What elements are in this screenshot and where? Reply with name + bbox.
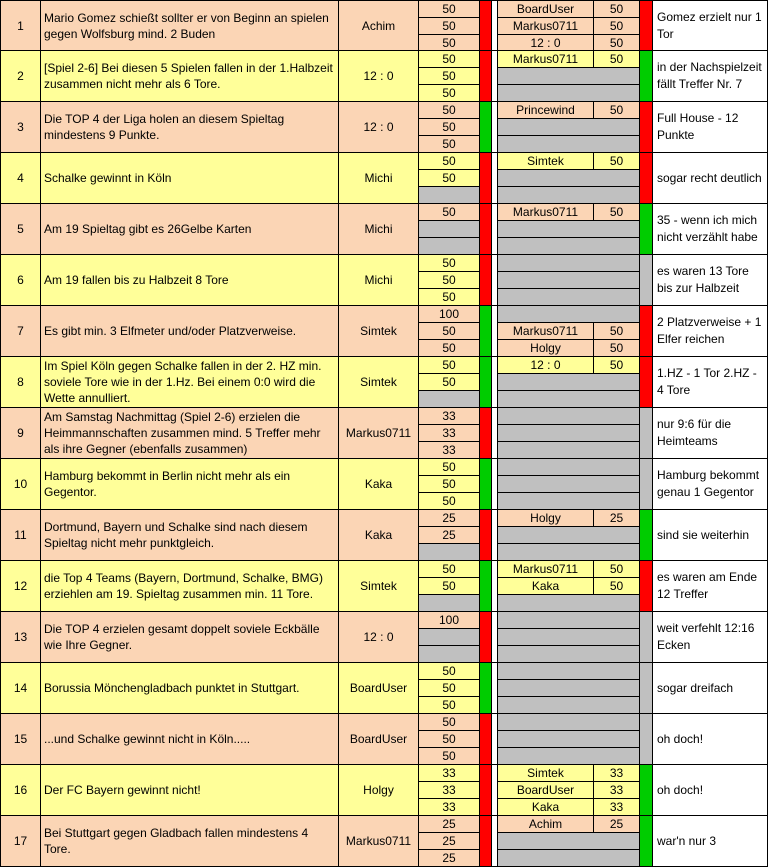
stakes-cell [419, 510, 480, 560]
stake-amount: 50 [419, 170, 479, 187]
stakes-cell [419, 663, 480, 713]
bet-description: Am 19 Spieltag gibt es 26Gelbe Karten [41, 204, 339, 254]
stake-amount [419, 544, 479, 560]
counter-amount: 33 [609, 766, 624, 780]
counter-empty [498, 544, 639, 560]
counter-amount: 25 [609, 511, 624, 525]
result-indicator [480, 408, 492, 458]
bet-number: 5 [0, 204, 41, 254]
counter-empty [498, 493, 639, 509]
stake-amount [419, 629, 479, 646]
bet-number: 8 [0, 357, 41, 407]
counter-bet [498, 799, 639, 815]
result-note: 1.HZ - 1 Tor 2.HZ - 4 Tore [653, 357, 768, 407]
counter-result-indicator [640, 357, 653, 407]
stake-amount: 50 [419, 459, 479, 476]
counter-bet [498, 510, 639, 527]
counter-bettor: Kaka [498, 578, 594, 594]
counter-result-indicator [640, 765, 653, 815]
counter-amount: 25 [609, 817, 624, 831]
bet-description: Schalke gewinnt in Köln [41, 153, 339, 203]
counter-amount: 33 [609, 783, 624, 797]
counter-empty [498, 612, 639, 629]
bet-description: Die TOP 4 erzielen gesamt doppelt soviele Eckbälle wie Ihre Gegner. [41, 612, 339, 662]
table-row [0, 561, 768, 612]
counter-result-indicator [640, 561, 653, 611]
counter-bettor: Holgy [498, 510, 594, 526]
stakes-cell [419, 153, 480, 203]
bet-description: Bei Stuttgart gegen Gladbach fallen mindestens 4 Tore. [41, 816, 339, 866]
counter-bets-cell [498, 510, 640, 560]
counter-amount: 50 [609, 324, 624, 338]
table-row [0, 102, 768, 153]
bet-number: 9 [0, 408, 41, 458]
result-indicator [480, 714, 492, 764]
stake-amount: 50 [419, 1, 479, 18]
stake-amount: 25 [442, 851, 456, 865]
counter-bettor: 12 : 0 [498, 357, 594, 373]
counter-empty [498, 119, 639, 136]
counter-bettor: Achim [498, 816, 594, 832]
counter-bet [498, 578, 639, 595]
counter-bet [498, 204, 639, 221]
counter-amount: 50 [609, 36, 624, 50]
bet-setter: Simtek [339, 357, 419, 407]
stake-amount: 50 [419, 561, 479, 578]
stake-amount: 50 [419, 204, 479, 221]
bet-number: 14 [0, 663, 41, 713]
table-row [0, 510, 768, 561]
stake-amount [419, 238, 479, 254]
counter-bet [498, 816, 639, 833]
counter-empty [498, 85, 639, 101]
stakes-cell [419, 612, 480, 662]
counter-result-indicator [640, 1, 653, 50]
counter-empty [498, 663, 639, 680]
bet-number: 15 [0, 714, 41, 764]
stakes-cell [419, 204, 480, 254]
bet-number: 2 [0, 51, 41, 101]
counter-result-indicator [640, 714, 653, 764]
counter-empty [498, 374, 639, 391]
result-note: es waren 13 Tore bis zur Halbzeit [653, 255, 768, 305]
result-note: sogar dreifach [653, 663, 768, 713]
bet-description: Es gibt min. 3 Elfmeter und/oder Platzverweise. [41, 306, 339, 356]
stake-amount: 50 [419, 272, 479, 289]
stake-amount [419, 646, 479, 662]
result-indicator [480, 204, 492, 254]
stake-amount: 50 [419, 68, 479, 85]
stakes-cell [419, 51, 480, 101]
counter-bets-cell [498, 51, 640, 101]
result-indicator [480, 612, 492, 662]
counter-bettor: BoardUser [498, 782, 594, 798]
stake-amount: 50 [442, 290, 456, 304]
stake-amount: 50 [419, 102, 479, 119]
stake-amount: 50 [419, 680, 479, 697]
counter-empty [498, 289, 639, 305]
counter-empty [498, 459, 639, 476]
counter-amount: 50 [609, 579, 624, 593]
counter-bet [498, 102, 639, 119]
result-note: oh doch! [653, 714, 768, 764]
counter-empty [498, 697, 639, 713]
result-note: oh doch! [653, 765, 768, 815]
counter-bets-cell [498, 357, 640, 407]
bet-setter: Markus0711 [339, 816, 419, 866]
stake-amount: 33 [419, 782, 479, 799]
counter-bet [498, 51, 639, 68]
stake-amount: 50 [419, 18, 479, 35]
counter-result-indicator [640, 612, 653, 662]
table-row [0, 816, 768, 867]
counter-bet [498, 782, 639, 799]
stake-amount [419, 221, 479, 238]
stakes-cell [419, 714, 480, 764]
result-note: sind sie weiterhin [653, 510, 768, 560]
counter-amount: 50 [609, 103, 624, 117]
bet-number: 1 [0, 1, 41, 50]
counter-bets-cell [498, 765, 640, 815]
result-note: weit verfehlt 12:16 Ecken [653, 612, 768, 662]
counter-amount: 50 [609, 19, 624, 33]
stake-amount: 50 [419, 255, 479, 272]
bet-setter: Simtek [339, 306, 419, 356]
bet-description: Der FC Bayern gewinnt nicht! [41, 765, 339, 815]
bet-description: Am Samstag Nachmittag (Spiel 2-6) erzielen die Heimmannschaften zusammen mind. 5 Treffer mehr als ihre Gegner (ebenfalls zusammen) [41, 408, 339, 458]
bet-description: [Spiel 2-6] Bei diesen 5 Spielen fallen in der 1.Halbzeit zusammen nicht mehr als 6 Tore. [41, 51, 339, 101]
counter-bets-cell [498, 816, 640, 866]
result-note: nur 9:6 für die Heimteams [653, 408, 768, 458]
stakes-cell [419, 255, 480, 305]
bet-setter: Simtek [339, 561, 419, 611]
counter-bettor: Markus0711 [498, 561, 594, 577]
stake-amount [419, 595, 479, 611]
stakes-cell [419, 408, 480, 458]
stake-amount: 50 [419, 153, 479, 170]
stakes-cell [419, 765, 480, 815]
counter-bettor: Markus0711 [498, 323, 594, 339]
counter-empty [498, 408, 639, 425]
stake-amount: 33 [419, 425, 479, 442]
counter-empty [498, 272, 639, 289]
counter-result-indicator [640, 459, 653, 509]
counter-amount: 50 [609, 205, 624, 219]
result-indicator [480, 255, 492, 305]
counter-empty [498, 731, 639, 748]
stake-amount: 50 [419, 714, 479, 731]
result-indicator [480, 663, 492, 713]
counter-empty [498, 306, 639, 323]
bet-description: Hamburg bekommt in Berlin nicht mehr als ein Gegentor. [41, 459, 339, 509]
result-indicator [480, 306, 492, 356]
counter-bets-cell [498, 255, 640, 305]
result-note: 2 Platzverweise + 1 Elfer reichen [653, 306, 768, 356]
counter-bets-cell [498, 663, 640, 713]
counter-bets-cell [498, 102, 640, 152]
counter-bet [498, 153, 639, 170]
counter-amount: 50 [609, 562, 624, 576]
result-indicator [480, 357, 492, 407]
stake-amount: 50 [442, 494, 456, 508]
bet-number: 17 [0, 816, 41, 866]
stake-amount: 50 [442, 86, 456, 100]
result-indicator [480, 102, 492, 152]
bet-description: Im Spiel Köln gegen Schalke fallen in der 2. HZ min. soviele Tore wie in der 1.Hz. Bei einem 0:0 wird die Wette annulliert. [41, 357, 339, 407]
stakes-cell [419, 816, 480, 866]
stake-amount: 25 [419, 833, 479, 850]
stakes-cell [419, 561, 480, 611]
stakes-cell [419, 1, 480, 50]
counter-empty [498, 595, 639, 611]
table-row [0, 663, 768, 714]
counter-bettor: Princewind [498, 102, 594, 118]
counter-bets-cell [498, 1, 640, 50]
counter-empty [498, 833, 639, 850]
counter-bet [498, 340, 639, 356]
counter-empty [498, 68, 639, 85]
stake-amount: 50 [419, 663, 479, 680]
counter-empty [498, 629, 639, 646]
bet-description: die Top 4 Teams (Bayern, Dortmund, Schalke, BMG) erziehlen am 19. Spieltag zusammen min. 11 Tore. [41, 561, 339, 611]
counter-amount: 33 [609, 800, 624, 814]
counter-empty [498, 442, 639, 458]
bet-description: Borussia Mönchengladbach punktet in Stuttgart. [41, 663, 339, 713]
stakes-cell [419, 306, 480, 356]
bet-setter: Michi [339, 153, 419, 203]
table-row [0, 153, 768, 204]
result-indicator [480, 510, 492, 560]
result-note: Full House - 12 Punkte [653, 102, 768, 152]
table-row [0, 306, 768, 357]
bet-setter: Kaka [339, 459, 419, 509]
bet-number: 3 [0, 102, 41, 152]
table-row [0, 459, 768, 510]
counter-bettor: Markus0711 [498, 51, 594, 67]
counter-empty [498, 714, 639, 731]
counter-bettor: Markus0711 [498, 204, 594, 220]
counter-empty [498, 391, 639, 407]
counter-result-indicator [640, 51, 653, 101]
table-row [0, 204, 768, 255]
bet-description: ...und Schalke gewinnt nicht in Köln..... [41, 714, 339, 764]
counter-empty [498, 238, 639, 254]
result-note: 35 - wenn ich mich nicht verzählt habe [653, 204, 768, 254]
stake-amount: 50 [419, 374, 479, 391]
result-note: in der Nachspielzeit fällt Treffer Nr. 7 [653, 51, 768, 101]
counter-empty [498, 255, 639, 272]
counter-empty [498, 170, 639, 187]
counter-empty [498, 850, 639, 866]
bet-setter: Michi [339, 204, 419, 254]
stakes-cell [419, 357, 480, 407]
bet-description: Mario Gomez schießt sollter er von Beginn an spielen gegen Wolfsburg mind. 2 Buden [41, 1, 339, 50]
table-row [0, 255, 768, 306]
table-row [0, 714, 768, 765]
stake-amount: 25 [419, 816, 479, 833]
counter-amount: 50 [609, 341, 624, 355]
stake-amount: 33 [419, 408, 479, 425]
bet-setter: Kaka [339, 510, 419, 560]
stakes-cell [419, 459, 480, 509]
counter-bettor: BoardUser [498, 1, 594, 17]
bet-number: 12 [0, 561, 41, 611]
counter-bets-cell [498, 561, 640, 611]
counter-bet [498, 323, 639, 340]
bet-number: 10 [0, 459, 41, 509]
stake-amount: 33 [419, 765, 479, 782]
counter-empty [498, 187, 639, 203]
bet-number: 6 [0, 255, 41, 305]
counter-bets-cell [498, 459, 640, 509]
bet-setter: 12 : 0 [339, 102, 419, 152]
bet-number: 13 [0, 612, 41, 662]
counter-bettor: Kaka [498, 799, 594, 815]
counter-bet [498, 1, 639, 18]
counter-empty [498, 646, 639, 662]
counter-bet [498, 35, 639, 51]
counter-result-indicator [640, 510, 653, 560]
stake-amount: 50 [442, 749, 456, 763]
counter-bettor: Simtek [498, 153, 594, 169]
stake-amount [419, 391, 479, 407]
counter-empty [498, 476, 639, 493]
bet-description: Die TOP 4 der Liga holen an diesem Spieltag mindestens 9 Punkte. [41, 102, 339, 152]
result-indicator [480, 1, 492, 50]
stake-amount: 50 [419, 357, 479, 374]
stake-amount: 50 [442, 36, 456, 50]
stake-amount: 33 [442, 800, 456, 814]
counter-empty [498, 136, 639, 152]
counter-bets-cell [498, 408, 640, 458]
counter-bets-cell [498, 204, 640, 254]
result-note: es waren am Ende 12 Treffer [653, 561, 768, 611]
counter-result-indicator [640, 153, 653, 203]
counter-bet [498, 561, 639, 578]
bet-number: 7 [0, 306, 41, 356]
counter-bettor: Markus0711 [498, 18, 594, 34]
counter-bets-cell [498, 306, 640, 356]
result-note: war'n nur 3 [653, 816, 768, 866]
stake-amount: 50 [442, 137, 456, 151]
bet-setter: BoardUser [339, 714, 419, 764]
counter-empty [498, 425, 639, 442]
bet-setter: Michi [339, 255, 419, 305]
bet-setter: Achim [339, 1, 419, 50]
stake-amount: 50 [419, 119, 479, 136]
stake-amount [419, 187, 479, 203]
result-note: Gomez erzielt nur 1 Tor [653, 1, 768, 50]
result-indicator [480, 765, 492, 815]
bet-number: 16 [0, 765, 41, 815]
bet-number: 11 [0, 510, 41, 560]
table-row [0, 408, 768, 459]
stake-amount: 100 [419, 306, 479, 323]
stake-amount: 25 [419, 527, 479, 544]
counter-result-indicator [640, 204, 653, 254]
counter-bets-cell [498, 714, 640, 764]
stake-amount: 50 [419, 323, 479, 340]
table-row [0, 765, 768, 816]
counter-bet [498, 18, 639, 35]
counter-amount: 50 [609, 52, 624, 66]
result-indicator [480, 561, 492, 611]
counter-empty [498, 680, 639, 697]
counter-empty [498, 221, 639, 238]
table-row [0, 0, 768, 51]
bet-description: Am 19 fallen bis zu Halbzeit 8 Tore [41, 255, 339, 305]
result-indicator [480, 816, 492, 866]
counter-result-indicator [640, 102, 653, 152]
counter-amount: 50 [609, 154, 624, 168]
bet-number: 4 [0, 153, 41, 203]
bet-setter: 12 : 0 [339, 612, 419, 662]
bet-description: Dortmund, Bayern und Schalke sind nach diesem Spieltag nicht mehr punktgleich. [41, 510, 339, 560]
counter-result-indicator [640, 255, 653, 305]
counter-amount: 50 [609, 2, 624, 16]
counter-bets-cell [498, 612, 640, 662]
stake-amount: 50 [442, 698, 456, 712]
counter-bet [498, 357, 639, 374]
stake-amount: 100 [419, 612, 479, 629]
stake-amount: 50 [419, 731, 479, 748]
counter-bettor: Simtek [498, 765, 594, 781]
result-note: Hamburg bekommt genau 1 Gegentor [653, 459, 768, 509]
result-indicator [480, 51, 492, 101]
counter-bettor: 12 : 0 [498, 35, 594, 51]
stake-amount: 50 [419, 578, 479, 595]
bet-setter: 12 : 0 [339, 51, 419, 101]
result-indicator [480, 459, 492, 509]
table-row [0, 612, 768, 663]
counter-result-indicator [640, 408, 653, 458]
stake-amount: 50 [419, 476, 479, 493]
stake-amount: 50 [442, 341, 456, 355]
counter-empty [498, 527, 639, 544]
table-row [0, 357, 768, 408]
counter-empty [498, 748, 639, 764]
counter-result-indicator [640, 816, 653, 866]
counter-amount: 50 [609, 358, 624, 372]
stake-amount: 50 [419, 51, 479, 68]
stakes-cell [419, 102, 480, 152]
result-note: sogar recht deutlich [653, 153, 768, 203]
bet-setter: BoardUser [339, 663, 419, 713]
stake-amount: 25 [419, 510, 479, 527]
counter-bet [498, 765, 639, 782]
bet-setter: Holgy [339, 765, 419, 815]
table-row [0, 51, 768, 102]
counter-result-indicator [640, 306, 653, 356]
counter-bets-cell [498, 153, 640, 203]
counter-bettor: Holgy [498, 340, 594, 356]
result-indicator [480, 153, 492, 203]
stake-amount: 33 [442, 443, 456, 457]
bet-setter: Markus0711 [339, 408, 419, 458]
counter-result-indicator [640, 663, 653, 713]
